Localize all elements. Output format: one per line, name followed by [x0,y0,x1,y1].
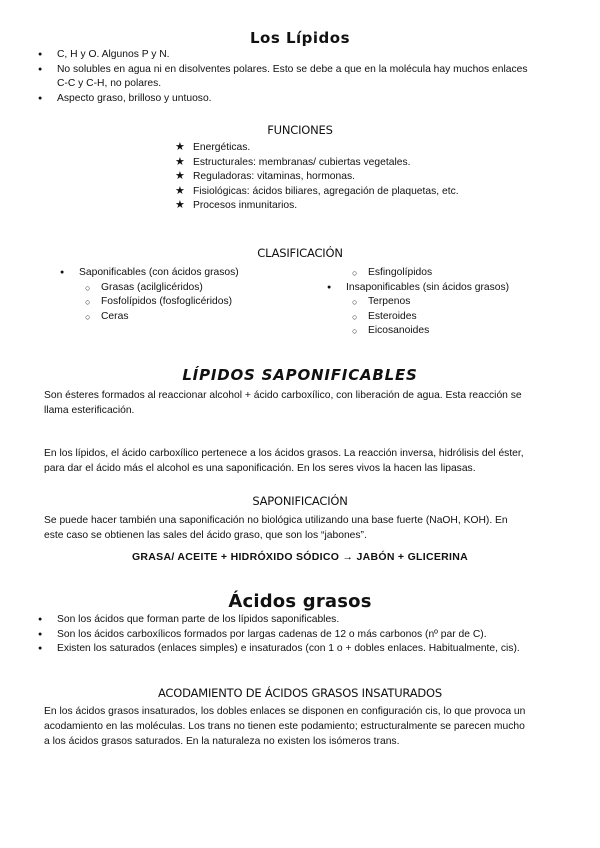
text-line: este caso se obtienen las sales del ácido graso, que son los “jabones”. [44,530,367,541]
text-line: Se puede hacer también una saponificación no biológica utilizando una base fuerte (NaOH, KOH). En [44,515,508,526]
funcion-item: ★ Estructurales: membranas/ cubiertas vegetales. [193,156,533,171]
intro-list [57,48,577,106]
funcion-item: ★ Reguladoras: vitaminas, hormonas. [193,170,533,185]
acidos-list [57,613,587,657]
sub-item: ○ Grasas (acilglicéridos) [101,281,319,296]
acodamiento-paragraph [44,704,574,749]
text-line: llama esterificación. [44,405,135,416]
saponificacion-equation: GRASA/ ACEITE + HIDRÓXIDO SÓDICO → JABÓN + GLICERINA [131,551,469,563]
clasificacion-right [346,266,586,339]
saponificacion-heading: SAPONIFICACIÓN [252,494,348,508]
sub-item: ○ Eicosanoides [368,324,586,339]
saponificables-paragraph-1 [44,388,574,418]
funcion-item: ★ Fisiológicas: ácidos biliares, agregación de plaquetas, etc. [193,185,533,200]
funcion-item: ★ Energéticas. [193,141,533,156]
sub-item: ○ Ceras [101,310,319,325]
main-title: Los Lípidos [249,29,351,47]
clasificacion-left [79,266,319,324]
text-line: En los lípidos, el ácido carboxílico pertenece a los ácidos grasos. La reacción inversa, hidrólisis del éster, [44,448,524,459]
saponificables-heading: LÍPIDOS SAPONIFICABLES [182,366,418,384]
sub-item: ○ Esteroides [368,310,586,325]
text-line: En los ácidos grasos insaturados, los dobles enlaces se disponen en configuración cis, lo que provoca un [44,706,526,717]
saponificables-item: ● Saponificables (con ácidos grasos) [79,266,319,281]
text-line: acodamiento en las moléculas. Los trans no tienen este podamiento; estructuralmente se parecen mucho [44,721,525,732]
text-line: Son ésteres formados al reaccionar alcohol + ácido carboxílico, con liberación de agua. Esta reacción se [44,390,522,401]
sub-item: ○ Esfingolípidos [368,266,586,281]
sub-item: ○ Terpenos [368,295,586,310]
funciones-list [193,141,533,214]
clasificacion-heading: CLASIFICACIÓN [257,246,343,260]
text-line: para dar el ácido más el alcohol es una saponificación. En los seres vivos la hacen las lipasas. [44,463,476,474]
acidos-item: ● Son los ácidos que forman parte de los lípidos saponificables. [57,613,587,628]
sub-item: ○ Fosfolípidos (fosfoglicéridos) [101,295,319,310]
intro-item-continuation: C-C y C-H, no polares. [57,78,162,90]
acodamiento-heading: ACODAMIENTO DE ÁCIDOS GRASOS INSATURADOS [157,686,443,700]
insaponificables-item: ● Insaponificables (sin ácidos grasos) [346,281,586,296]
acidos-item: ● Son los ácidos carboxílicos formados por largas cadenas de 12 o más carbonos (nº par de C). [57,628,587,643]
intro-item: ● Aspecto graso, brilloso y untuoso. [57,92,577,107]
intro-item: ● No solubles en agua ni en disolventes polares. Esto se debe a que en la molécula hay muchos enlaces [57,63,577,78]
saponificables-paragraph-2 [44,446,574,476]
saponificacion-paragraph [44,513,574,543]
acidos-heading: Ácidos grasos [228,591,372,612]
funcion-item: ★ Procesos inmunitarios. [193,199,533,214]
funciones-heading: FUNCIONES [267,123,333,137]
acidos-item: ● Existen los saturados (enlaces simples) e insaturados (con 1 o + dobles enlaces. Habitualmente, cis). [57,642,587,657]
text-line: a los ácidos grasos saturados. En la naturaleza no existen los isómeros trans. [44,736,400,747]
intro-item: ● C, H y O. Algunos P y N. [57,48,577,63]
